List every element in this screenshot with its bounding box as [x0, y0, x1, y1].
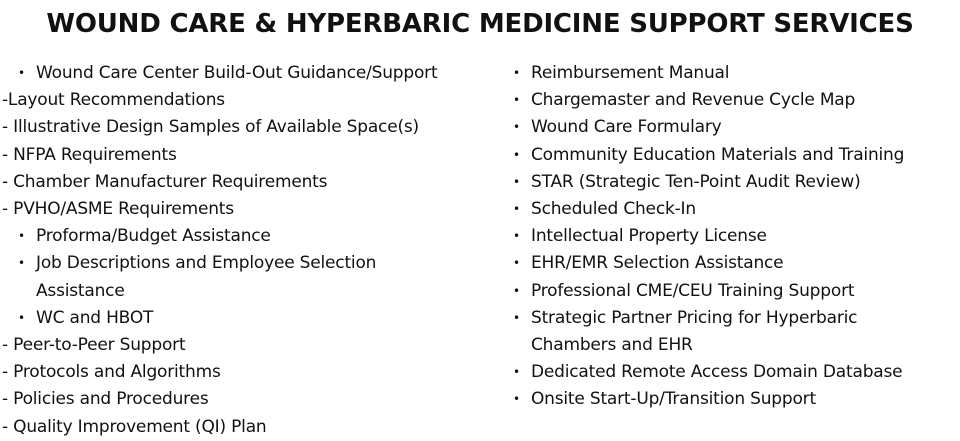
list-item-continuation	[2, 278, 492, 305]
list-item	[510, 87, 955, 114]
list-item-text: - Quality Improvement (QI) Plan	[2, 416, 267, 437]
bullet-icon: •	[513, 120, 520, 135]
list-item-text: -Layout Recommendations	[2, 90, 225, 111]
list-item-text: - Peer-to-Peer Support	[2, 335, 186, 356]
list-item	[510, 142, 955, 169]
list-item	[2, 305, 492, 332]
bullet-icon: •	[513, 256, 520, 271]
list-item	[510, 359, 955, 386]
list-item-text: Intellectual Property License	[531, 226, 767, 247]
list-item	[2, 332, 492, 359]
list-item	[2, 223, 492, 250]
list-item-text: Dedicated Remote Access Domain Database	[531, 362, 903, 383]
bullet-icon: •	[18, 229, 25, 244]
bullet-icon: •	[513, 174, 520, 189]
list-item-text: Community Education Materials and Training	[531, 144, 905, 165]
list-item	[510, 250, 955, 277]
list-item-text: Scheduled Check-In	[531, 199, 696, 220]
list-item-text: Chargemaster and Revenue Cycle Map	[531, 90, 856, 111]
list-item-text: Strategic Partner Pricing for Hyperbaric	[531, 307, 858, 328]
page-title: WOUND CARE & HYPERBARIC MEDICINE SUPPORT SERVICES	[46, 9, 914, 39]
list-item	[2, 87, 492, 114]
list-item-text: Wound Care Center Build-Out Guidance/Support	[36, 63, 438, 83]
list-item	[510, 223, 955, 250]
list-item-text: STAR (Strategic Ten-Point Audit Review)	[531, 171, 861, 192]
list-item	[2, 196, 492, 223]
bullet-icon: •	[513, 365, 520, 380]
list-item	[510, 196, 955, 223]
bullet-icon: •	[513, 392, 520, 407]
list-item-text: - PVHO/ASME Requirements	[2, 199, 234, 220]
list-item-text: Onsite Start-Up/Transition Support	[531, 389, 816, 410]
bullet-icon: •	[513, 310, 520, 325]
list-item	[510, 169, 955, 196]
bullet-icon: •	[513, 202, 520, 217]
list-item	[2, 250, 492, 277]
list-item	[2, 359, 492, 386]
bullet-icon: •	[513, 66, 520, 80]
list-item	[510, 278, 955, 305]
list-item-text: Professional CME/CEU Training Support	[531, 280, 855, 301]
list-item-text: Job Descriptions and Employee Selection	[36, 253, 377, 274]
list-item-text: - NFPA Requirements	[2, 144, 177, 165]
list-item-text: - Policies and Procedures	[2, 389, 209, 410]
list-item	[510, 305, 955, 332]
list-item-text: Wound Care Formulary	[531, 117, 722, 138]
list-item-text: Proforma/Budget Assistance	[36, 226, 271, 247]
list-item-text: Chambers and EHR	[531, 335, 693, 356]
list-item-text: Reimbursement Manual	[531, 63, 730, 83]
bullet-icon: •	[513, 147, 520, 162]
list-item-text: Assistance	[36, 280, 125, 301]
list-item	[510, 386, 955, 413]
list-item	[2, 169, 492, 196]
bullet-icon: •	[513, 283, 520, 298]
right-services-list	[510, 60, 955, 414]
list-item	[2, 142, 492, 169]
list-item	[2, 60, 492, 87]
list-item-text: WC and HBOT	[36, 307, 154, 328]
bullet-icon: •	[513, 93, 520, 108]
bullet-icon: •	[18, 310, 25, 325]
list-item-continuation	[510, 332, 955, 359]
list-item-text: - Chamber Manufacturer Requirements	[2, 171, 328, 192]
list-item	[2, 114, 492, 141]
list-item-text: - Illustrative Design Samples of Available Space(s)	[2, 117, 419, 138]
bullet-icon: •	[18, 66, 25, 80]
left-services-list	[2, 60, 492, 441]
list-item-text: EHR/EMR Selection Assistance	[531, 253, 784, 274]
bullet-icon: •	[18, 256, 25, 271]
list-item	[510, 114, 955, 141]
list-item	[2, 414, 492, 441]
list-item-text: - Protocols and Algorithms	[2, 362, 221, 383]
list-item	[510, 60, 955, 87]
list-item	[2, 386, 492, 413]
bullet-icon: •	[513, 229, 520, 244]
